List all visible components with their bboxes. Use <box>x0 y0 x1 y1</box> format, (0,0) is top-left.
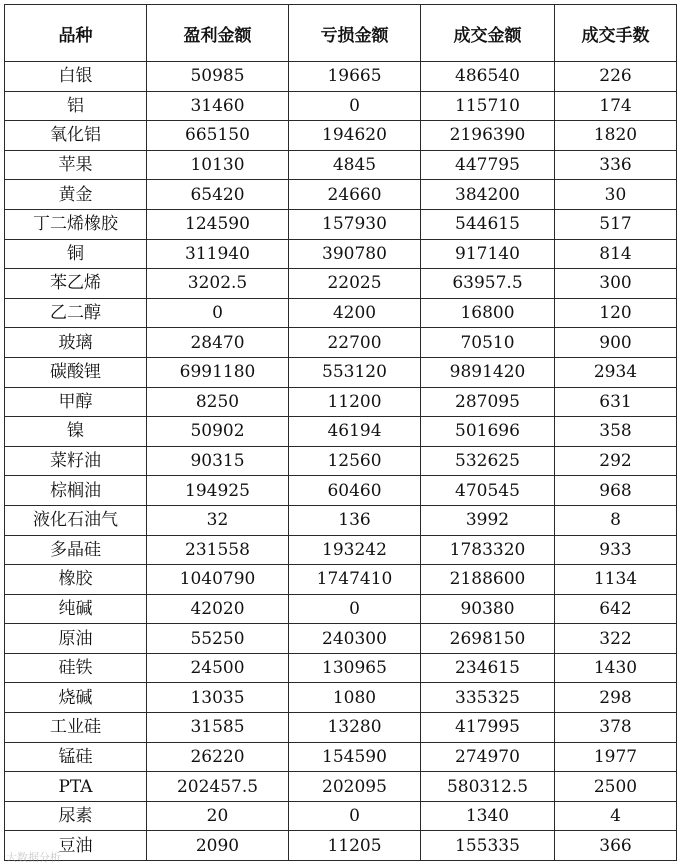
table-row <box>5 831 677 861</box>
header-row <box>5 5 677 62</box>
cell-loss: 390780 <box>289 239 421 269</box>
cell-lots: 174 <box>555 91 677 121</box>
cell-variety: 尿素 <box>5 801 147 831</box>
table-row <box>5 742 677 772</box>
table-row <box>5 713 677 743</box>
table-row <box>5 150 677 180</box>
cell-loss: 11200 <box>289 387 421 417</box>
cell-variety: 甲醇 <box>5 387 147 417</box>
table-row <box>5 801 677 831</box>
cell-loss: 194620 <box>289 121 421 151</box>
cell-lots: 366 <box>555 831 677 861</box>
cell-turnover: 486540 <box>421 62 555 92</box>
futures-summary-table <box>4 4 677 861</box>
cell-variety: 纯碱 <box>5 594 147 624</box>
header-turnover-amount: 成交金额 <box>421 5 555 62</box>
cell-variety: 黄金 <box>5 180 147 210</box>
cell-loss: 154590 <box>289 742 421 772</box>
table-row <box>5 565 677 595</box>
cell-profit: 231558 <box>147 535 289 565</box>
cell-lots: 336 <box>555 150 677 180</box>
cell-profit: 31585 <box>147 713 289 743</box>
cell-turnover: 2196390 <box>421 121 555 151</box>
cell-lots: 120 <box>555 298 677 328</box>
table-row <box>5 328 677 358</box>
cell-variety: 菜籽油 <box>5 446 147 476</box>
cell-lots: 30 <box>555 180 677 210</box>
cell-turnover: 3992 <box>421 505 555 535</box>
cell-profit: 3202.5 <box>147 269 289 299</box>
table-row <box>5 476 677 506</box>
header-lots-traded: 成交手数 <box>555 5 677 62</box>
cell-turnover: 115710 <box>421 91 555 121</box>
cell-lots: 300 <box>555 269 677 299</box>
cell-turnover: 384200 <box>421 180 555 210</box>
cell-variety: 工业硅 <box>5 713 147 743</box>
cell-variety: 玻璃 <box>5 328 147 358</box>
cell-profit: 8250 <box>147 387 289 417</box>
cell-lots: 322 <box>555 624 677 654</box>
cell-loss: 193242 <box>289 535 421 565</box>
cell-loss: 1747410 <box>289 565 421 595</box>
cell-loss: 60460 <box>289 476 421 506</box>
table-row <box>5 387 677 417</box>
cell-profit: 31460 <box>147 91 289 121</box>
cell-lots: 358 <box>555 417 677 447</box>
cell-profit: 2090 <box>147 831 289 861</box>
table-row <box>5 209 677 239</box>
cell-profit: 311940 <box>147 239 289 269</box>
cell-turnover: 70510 <box>421 328 555 358</box>
cell-loss: 130965 <box>289 653 421 683</box>
cell-profit: 65420 <box>147 180 289 210</box>
cell-profit: 202457.5 <box>147 772 289 802</box>
cell-profit: 24500 <box>147 653 289 683</box>
cell-lots: 298 <box>555 683 677 713</box>
table-row <box>5 357 677 387</box>
cell-lots: 4 <box>555 801 677 831</box>
cell-lots: 2934 <box>555 357 677 387</box>
cell-variety: 铝 <box>5 91 147 121</box>
cell-profit: 42020 <box>147 594 289 624</box>
table-row <box>5 417 677 447</box>
cell-loss: 0 <box>289 801 421 831</box>
table-body <box>5 62 677 861</box>
cell-loss: 11205 <box>289 831 421 861</box>
cell-turnover: 544615 <box>421 209 555 239</box>
cell-lots: 8 <box>555 505 677 535</box>
cell-variety: 氧化铝 <box>5 121 147 151</box>
cell-lots: 900 <box>555 328 677 358</box>
cell-variety: 苯乙烯 <box>5 269 147 299</box>
cell-turnover: 470545 <box>421 476 555 506</box>
cell-loss: 12560 <box>289 446 421 476</box>
table-container <box>4 4 677 861</box>
cell-profit: 28470 <box>147 328 289 358</box>
cell-turnover: 90380 <box>421 594 555 624</box>
table-row <box>5 180 677 210</box>
cell-lots: 226 <box>555 62 677 92</box>
cell-variety: 橡胶 <box>5 565 147 595</box>
cell-loss: 157930 <box>289 209 421 239</box>
cell-lots: 517 <box>555 209 677 239</box>
table-row <box>5 772 677 802</box>
cell-loss: 19665 <box>289 62 421 92</box>
cell-variety: 棕榈油 <box>5 476 147 506</box>
cell-variety: 镍 <box>5 417 147 447</box>
cell-profit: 0 <box>147 298 289 328</box>
table-row <box>5 446 677 476</box>
cell-variety: 苹果 <box>5 150 147 180</box>
cell-loss: 4845 <box>289 150 421 180</box>
cell-variety: PTA <box>5 772 147 802</box>
table-row <box>5 269 677 299</box>
cell-turnover: 63957.5 <box>421 269 555 299</box>
cell-turnover: 417995 <box>421 713 555 743</box>
cell-turnover: 2188600 <box>421 565 555 595</box>
cell-lots: 2500 <box>555 772 677 802</box>
table-row <box>5 121 677 151</box>
cell-variety: 锰硅 <box>5 742 147 772</box>
cell-loss: 24660 <box>289 180 421 210</box>
table-row <box>5 298 677 328</box>
cell-variety: 原油 <box>5 624 147 654</box>
cell-profit: 90315 <box>147 446 289 476</box>
cell-variety: 碳酸锂 <box>5 357 147 387</box>
cell-loss: 1080 <box>289 683 421 713</box>
cell-loss: 240300 <box>289 624 421 654</box>
table-row <box>5 594 677 624</box>
table-row <box>5 624 677 654</box>
watermark: 大数据分析 <box>6 851 61 864</box>
cell-turnover: 274970 <box>421 742 555 772</box>
table-row <box>5 535 677 565</box>
cell-variety: 豆油 <box>5 831 147 861</box>
header-profit-amount: 盈利金额 <box>147 5 289 62</box>
cell-turnover: 16800 <box>421 298 555 328</box>
cell-loss: 136 <box>289 505 421 535</box>
cell-lots: 378 <box>555 713 677 743</box>
cell-profit: 665150 <box>147 121 289 151</box>
cell-profit: 6991180 <box>147 357 289 387</box>
cell-profit: 55250 <box>147 624 289 654</box>
cell-turnover: 287095 <box>421 387 555 417</box>
cell-variety: 多晶硅 <box>5 535 147 565</box>
table-row <box>5 239 677 269</box>
cell-profit: 32 <box>147 505 289 535</box>
cell-lots: 933 <box>555 535 677 565</box>
cell-loss: 553120 <box>289 357 421 387</box>
table-row <box>5 505 677 535</box>
cell-lots: 1134 <box>555 565 677 595</box>
cell-lots: 814 <box>555 239 677 269</box>
cell-lots: 1977 <box>555 742 677 772</box>
cell-lots: 631 <box>555 387 677 417</box>
cell-turnover: 335325 <box>421 683 555 713</box>
cell-turnover: 580312.5 <box>421 772 555 802</box>
cell-profit: 10130 <box>147 150 289 180</box>
cell-turnover: 9891420 <box>421 357 555 387</box>
cell-turnover: 917140 <box>421 239 555 269</box>
cell-variety: 烧碱 <box>5 683 147 713</box>
cell-variety: 白银 <box>5 62 147 92</box>
cell-turnover: 155335 <box>421 831 555 861</box>
cell-lots: 1820 <box>555 121 677 151</box>
cell-turnover: 1783320 <box>421 535 555 565</box>
cell-variety: 液化石油气 <box>5 505 147 535</box>
cell-variety: 丁二烯橡胶 <box>5 209 147 239</box>
cell-loss: 4200 <box>289 298 421 328</box>
cell-loss: 22025 <box>289 269 421 299</box>
cell-lots: 292 <box>555 446 677 476</box>
cell-turnover: 1340 <box>421 801 555 831</box>
cell-loss: 0 <box>289 91 421 121</box>
header-loss-amount: 亏损金额 <box>289 5 421 62</box>
cell-lots: 642 <box>555 594 677 624</box>
cell-turnover: 2698150 <box>421 624 555 654</box>
table-row <box>5 91 677 121</box>
cell-profit: 20 <box>147 801 289 831</box>
cell-loss: 0 <box>289 594 421 624</box>
table-row <box>5 62 677 92</box>
cell-profit: 50902 <box>147 417 289 447</box>
cell-loss: 46194 <box>289 417 421 447</box>
cell-profit: 50985 <box>147 62 289 92</box>
cell-loss: 202095 <box>289 772 421 802</box>
cell-turnover: 447795 <box>421 150 555 180</box>
cell-turnover: 234615 <box>421 653 555 683</box>
cell-profit: 26220 <box>147 742 289 772</box>
header-variety: 品种 <box>5 5 147 62</box>
cell-variety: 乙二醇 <box>5 298 147 328</box>
cell-turnover: 532625 <box>421 446 555 476</box>
cell-lots: 968 <box>555 476 677 506</box>
cell-profit: 1040790 <box>147 565 289 595</box>
cell-turnover: 501696 <box>421 417 555 447</box>
cell-variety: 硅铁 <box>5 653 147 683</box>
cell-profit: 194925 <box>147 476 289 506</box>
cell-profit: 124590 <box>147 209 289 239</box>
cell-lots: 1430 <box>555 653 677 683</box>
cell-variety: 铜 <box>5 239 147 269</box>
table-row <box>5 653 677 683</box>
cell-profit: 13035 <box>147 683 289 713</box>
cell-loss: 22700 <box>289 328 421 358</box>
table-row <box>5 683 677 713</box>
cell-loss: 13280 <box>289 713 421 743</box>
